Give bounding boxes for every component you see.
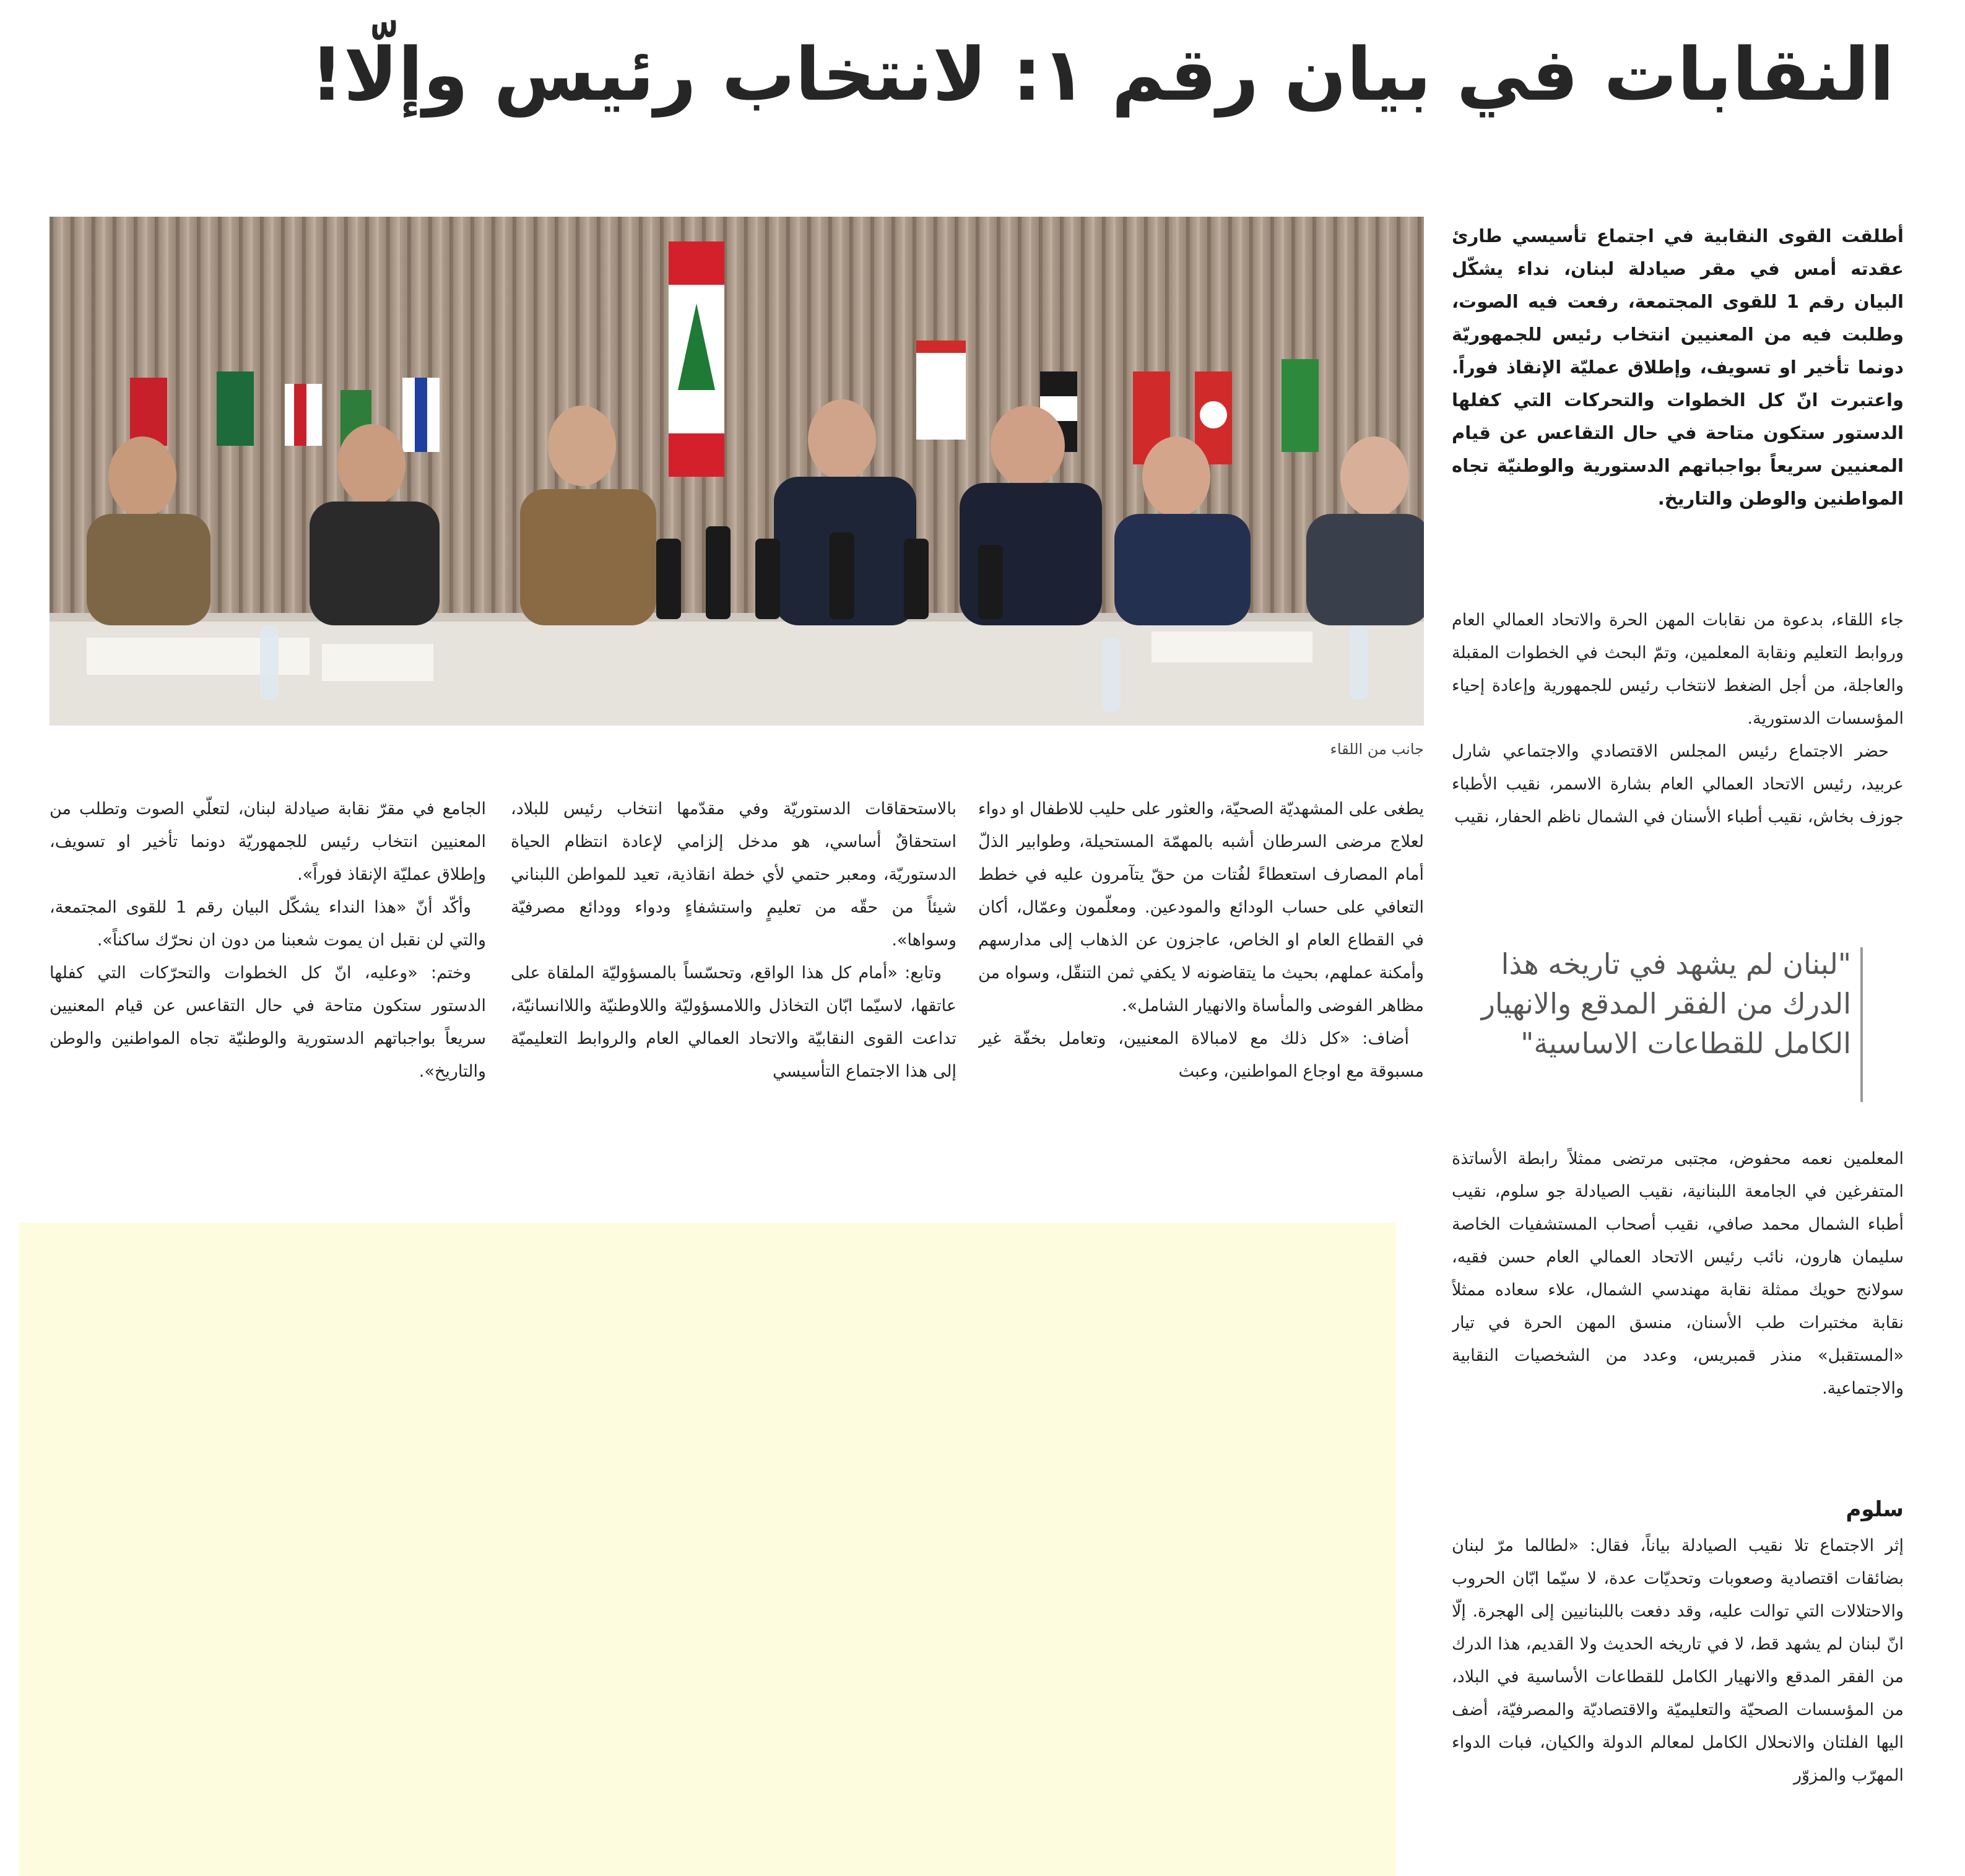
paragraph: بالاستحقاقات الدستوريّة وفي مقدّمها انتخاب رئيس للبلاد، استحقاقٌ أساسي، هو مدخل إلزامي لإعادة انتظام الحياة الدستوريّة، ومعبر حتمي لأي خطة انقاذية، تعيد للمواطن اللبناني شيئاً من حقّه من تعليمٍ واستشفاءٍ ودواء وودائع مصرفيّة وسواها». bbox=[511, 799, 956, 950]
paragraph: يطغى على المشهديّة الصحيّة، والعثور على حليب للاطفال او دواء لعلاج مرضى السرطان أشبه بالمهمّة المستحيلة، وطوابير الذلّ أمام المصارف استعطاءً لفُتات من حقّ يتآمرون عليه في خطط التعافي على حساب الودائع والمودعين. ومعلّمون وعمّال، أكان في القطاع العام او الخاص، عاجزون عن الذهاب إلى مدارسهم وأمكنة عملهم، بحيث ما يتقاضونه لا يكفي ثمن التنقّل، وسواه من مظاهر الفوضى والمأساة والانهيار الشامل». bbox=[978, 799, 1424, 1015]
headline: النقابات في بيان رقم ١: لانتخاب رئيس وإلّا! bbox=[310, 32, 1894, 117]
paragraph: الجامع في مقرّ نقابة صيادلة لبنان، لتعلّي الصوت وتطلب من المعنيين انتخاب رئيس للجمهوريّة دونما تأخير او تسويف، وإطلاق عمليّة الإنقاذ فوراً». bbox=[50, 799, 486, 884]
right-column-bottom bbox=[1452, 1529, 1904, 1867]
paragraph: وأكّد أنّ «هذا النداء يشكّل البيان رقم 1 للقوى المجتمعة، والتي لن نقبل ان يموت شعبنا من دون ان نحرّك ساكناً». bbox=[50, 898, 486, 950]
quote-bar bbox=[1860, 947, 1863, 1102]
advertisement-placeholder bbox=[19, 1223, 1396, 1876]
pull-quote: "لبنان لم يشهد في تاريخه هذا الدرك من الفقر المدقع والانهيار الكامل للقطاعات الاساسية" bbox=[1481, 947, 1851, 1060]
paragraph: حضر الاجتماع رئيس المجلس الاقتصادي والاجتماعي شارل عربيد، رئيس الاتحاد العمالي العام بشارة الاسمر، نقيب الأطباء جوزف بخاش، نقيب أطباء الأسنان في الشمال ناظم الحفار، نقيب bbox=[1452, 742, 1904, 827]
press-conference-photo bbox=[50, 217, 1424, 726]
paragraph: وتابع: «أمام كل هذا الواقع، وتحسّساً بالمسؤوليّة الملقاة على عاتقها، لاسيّما ابّان التخاذل واللامسؤوليّة واللاوطنيّة واللاانسانيّة، تداعت القوى النقابيّة والاتحاد العمالي العام والروابط التعليميّة إلى هذا الاجتماع التأسيسي bbox=[511, 963, 956, 1081]
subheading: سلوم bbox=[1846, 1497, 1904, 1522]
paragraph: المعلمين نعمه محفوض، مجتبى مرتضى ممثلاً رابطة الأساتذة المتفرغين في الجامعة اللبنانية، نقيب الصيادلة جو سلوم، نقيب أطباء الشمال محمد صافي، نقيب أصحاب المستشفيات الخاصة سليمان هارون، نائب رئيس الاتحاد العمالي العام حسن فقيه، سولانج حويك ممثلة نقابة مهندسي الشمال، علاء سعاده ممثلاً نقابة مختبرات طب الأسنان، منسق المهن الحرة في تيار «المستقبل» منذر قمبريس، وعدد من الشخصيات النقابية والاجتماعية. bbox=[1452, 1149, 1904, 1398]
column-c bbox=[50, 793, 486, 1155]
right-column-middle bbox=[1452, 1142, 1904, 1470]
lead-paragraph: أطلقت القوى النقابية في اجتماع تأسيسي طارئ عقدته أمس في مقر صيادلة لبنان، نداء يشكّل البيان رقم 1 للقوى المجتمعة، رفعت فيه الصوت، وطلبت فيه من المعنيين انتخاب رئيس للجمهوريّة دونما تأخير او تسويف، وإطلاق عمليّة الإنقاذ فوراً. واعتبرت انّ كل الخطوات والتحركات التي كفلها الدستور ستكون متاحة في حال التقاعس عن قيام المعنيين سريعاً بواجباتهم الدستورية والوطنيّة تجاه المواطنين والوطن والتاريخ. bbox=[1452, 225, 1904, 509]
column-a bbox=[978, 793, 1424, 1155]
paragraph: أضاف: «كل ذلك مع لامبالاة المعنيين، وتعامل بخفّة غير مسبوقة مع اوجاع المواطنين، وعبث bbox=[978, 1029, 1424, 1081]
column-b bbox=[511, 793, 956, 1155]
paragraph: جاء اللقاء، بدعوة من نقابات المهن الحرة والاتحاد العمالي العام وروابط التعليم ونقابة المعلمين، وتمّ البحث في الخطوات المقبلة والعاجلة، من أجل الضغط لانتخاب رئيس للجمهورية وإعادة إحياء المؤسسات الدستورية. bbox=[1452, 610, 1904, 728]
paragraph: وختم: «وعليه، انّ كل الخطوات والتحرّكات التي كفلها الدستور ستكون متاحة في حال التقاعس عن قيام المعنيين سريعاً بواجباتهم الدستورية والوطنيّة تجاه المواطنين والوطن والتاريخ». bbox=[50, 963, 486, 1081]
paragraph: إثر الاجتماع تلا نقيب الصيادلة بياناً، فقال: «لطالما مرّ لبنان بضائقات اقتصادية وصعوبات وتحديّات عدة، لا سيّما ابّان الحروب والاحتلالات التي توالت عليه، وقد دفعت باللبنانيين إلى الهجرة. إلّا انّ لبنان لم يشهد قط، لا في تاريخه الحديث ولا القديم، هذا الدرك من الفقر المدقع والانهيار الكامل للقطاعات الأساسية في البلاد، من المؤسسات الصحيّة والتعليميّة والاقتصاديّة والمصرفيّة، أضف اليها الفلتان والانحلال الكامل لمعالم الدولة والكيان، فبات الدواء المهرّب والمزوّر bbox=[1452, 1536, 1904, 1785]
photo-caption: جانب من اللقاء bbox=[1330, 740, 1424, 758]
right-column-top bbox=[1452, 604, 1904, 901]
